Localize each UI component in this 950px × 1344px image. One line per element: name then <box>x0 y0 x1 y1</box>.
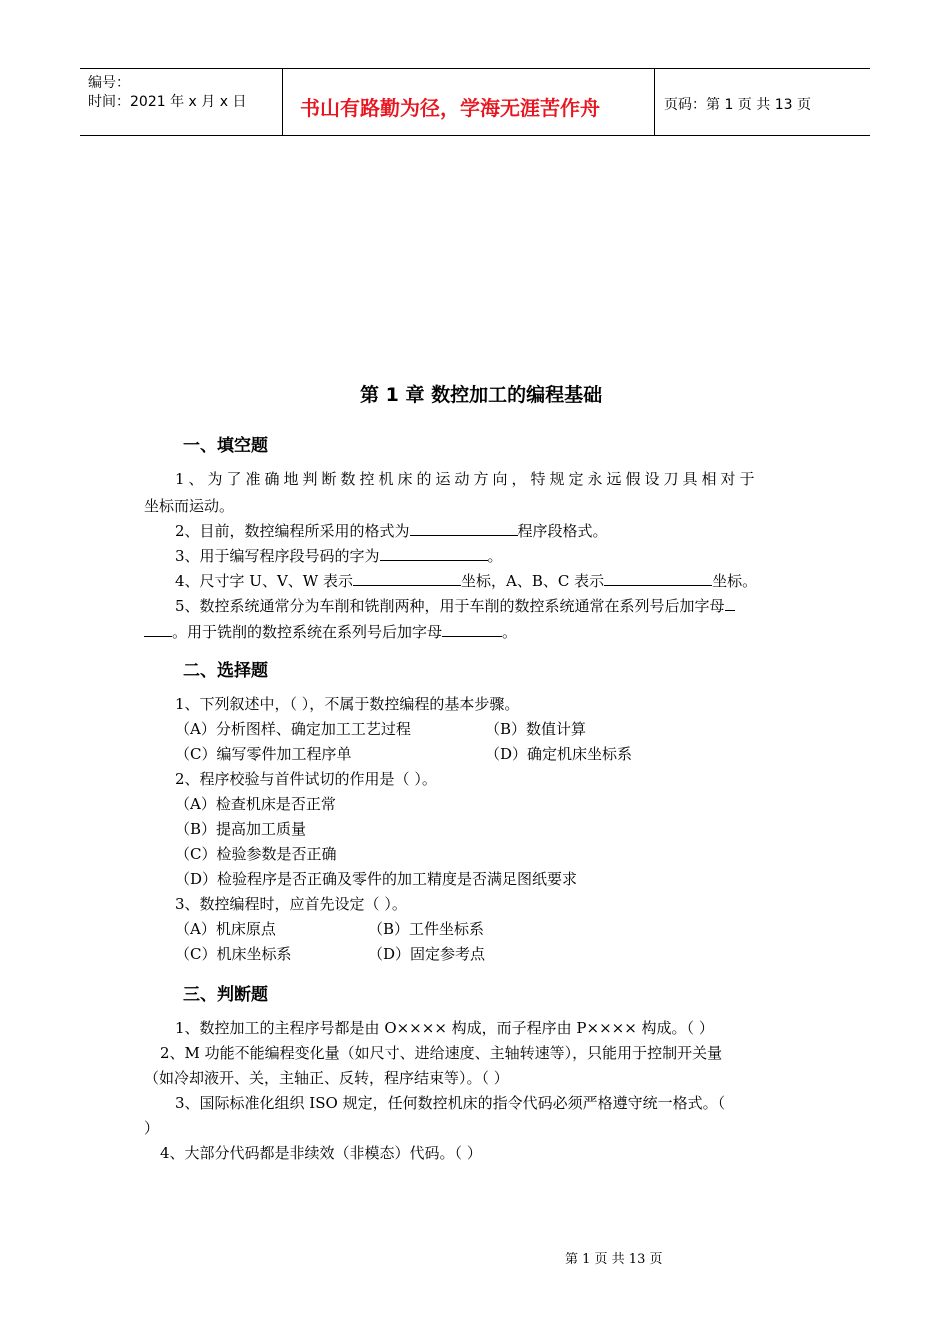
fill-q5-blank-2[interactable] <box>442 621 502 637</box>
choice-q1: 1、下列叙述中，（ ），不属于数控编程的基本步骤。 <box>175 695 520 713</box>
section-heading-choice: 二、选择题 <box>183 661 268 681</box>
judge-q3-line2: ） <box>144 1119 160 1137</box>
page-footer: 第 1 页 共 13 页 <box>565 1252 663 1267</box>
fill-q5-text-a: 5、数控系统通常分为车削和铣削两种，用于车削的数控系统通常在系列号后加字母 <box>175 597 725 615</box>
fill-q2-text-a: 2、目前，数控编程所采用的格式为 <box>175 522 410 540</box>
choice-q3-option-c[interactable]: （C）机床坐标系 <box>175 945 292 963</box>
judge-q2-line1: 2、M 功能不能编程变化量（如尺寸、进给速度、主轴转速等），只能用于控制开关量 <box>160 1044 723 1062</box>
choice-q2-option-d[interactable]: （D）检验程序是否正确及零件的加工精度是否满足图纸要求 <box>175 870 578 888</box>
fill-q3 <box>175 545 503 566</box>
judge-q2-line2: （如冷却液开、关，主轴正、反转，程序结束等）。（ ） <box>144 1069 509 1087</box>
section-heading-fill: 一、填空题 <box>183 436 268 456</box>
fill-q4 <box>175 570 757 591</box>
header-divider-right <box>654 68 655 136</box>
judge-q1: 1、数控加工的主程序号都是由 O×××× 构成，而子程序由 P×××× 构成。（ ） <box>175 1019 714 1037</box>
fill-q4-blank-1[interactable] <box>353 570 461 586</box>
fill-q1-line2: 坐标而运动。 <box>144 497 235 515</box>
header-divider-left <box>282 68 283 136</box>
fill-q2-text-b: 程序段格式。 <box>517 522 608 540</box>
choice-q1-option-b[interactable]: （B）数值计算 <box>485 720 587 738</box>
choice-q2-option-c[interactable]: （C）检验参数是否正确 <box>175 845 337 863</box>
choice-q3-option-b[interactable]: （B）工件坐标系 <box>368 920 485 938</box>
choice-q1-option-a[interactable]: （A）分析图样、确定加工工艺过程 <box>175 720 411 738</box>
header-time-label: 时间：2021 年 x 月 x 日 <box>88 94 247 110</box>
section-heading-judge: 三、判断题 <box>183 985 268 1005</box>
choice-q2-option-a[interactable]: （A）检查机床是否正常 <box>175 795 336 813</box>
fill-q3-blank[interactable] <box>380 545 488 561</box>
header-top-border <box>80 68 870 69</box>
choice-q2-option-b[interactable]: （B）提高加工质量 <box>175 820 307 838</box>
fill-q5-blank-1b[interactable] <box>144 621 172 637</box>
fill-q4-blank-2[interactable] <box>604 570 712 586</box>
choice-q1-option-c[interactable]: （C）编写零件加工程序单 <box>175 745 352 763</box>
header-motto: 书山有路勤为径，学海无涯苦作舟 <box>300 96 600 120</box>
chapter-title: 第 1 章 数控加工的编程基础 <box>360 384 603 406</box>
fill-q5-text-b: 。用于铣削的数控系统在系列号后加字母 <box>172 623 443 641</box>
fill-q1-line1: 1、为了准确地判断数控机床的运动方向，特规定永远假设刀具相对于 <box>175 470 759 488</box>
header-bottom-border <box>80 135 870 136</box>
choice-q3: 3、数控编程时，应首先设定（ ）。 <box>175 895 407 913</box>
fill-q5-line2 <box>144 621 517 642</box>
fill-q5-blank-1a[interactable] <box>725 595 735 611</box>
fill-q3-text-a: 3、用于编写程序段号码的字为 <box>175 547 380 565</box>
header-page-info: 页码：第 1 页 共 13 页 <box>664 97 811 113</box>
fill-q4-text-c: 坐标。 <box>712 572 758 590</box>
judge-q3-line1: 3、国际标准化组织 ISO 规定，任何数控机床的指令代码必须严格遵守统一格式。（ <box>175 1094 726 1112</box>
fill-q4-text-a: 4、尺寸字 U、V、W 表示 <box>175 572 353 590</box>
fill-q4-text-b: 坐标，A、B、C 表示 <box>460 572 605 590</box>
fill-q2 <box>175 520 608 541</box>
fill-q3-text-b: 。 <box>487 547 503 565</box>
fill-q2-blank[interactable] <box>410 520 518 536</box>
fill-q5-line1 <box>175 595 735 616</box>
choice-q2: 2、程序校验与首件试切的作用是（ ）。 <box>175 770 437 788</box>
choice-q3-option-d[interactable]: （D）固定参考点 <box>368 945 486 963</box>
judge-q4: 4、大部分代码都是非续效（非模态）代码。（ ） <box>160 1144 482 1162</box>
choice-q3-option-a[interactable]: （A）机床原点 <box>175 920 276 938</box>
choice-q1-option-d[interactable]: （D）确定机床坐标系 <box>485 745 633 763</box>
header-number-label: 编号： <box>88 75 130 91</box>
fill-q5-text-c: 。 <box>502 623 518 641</box>
